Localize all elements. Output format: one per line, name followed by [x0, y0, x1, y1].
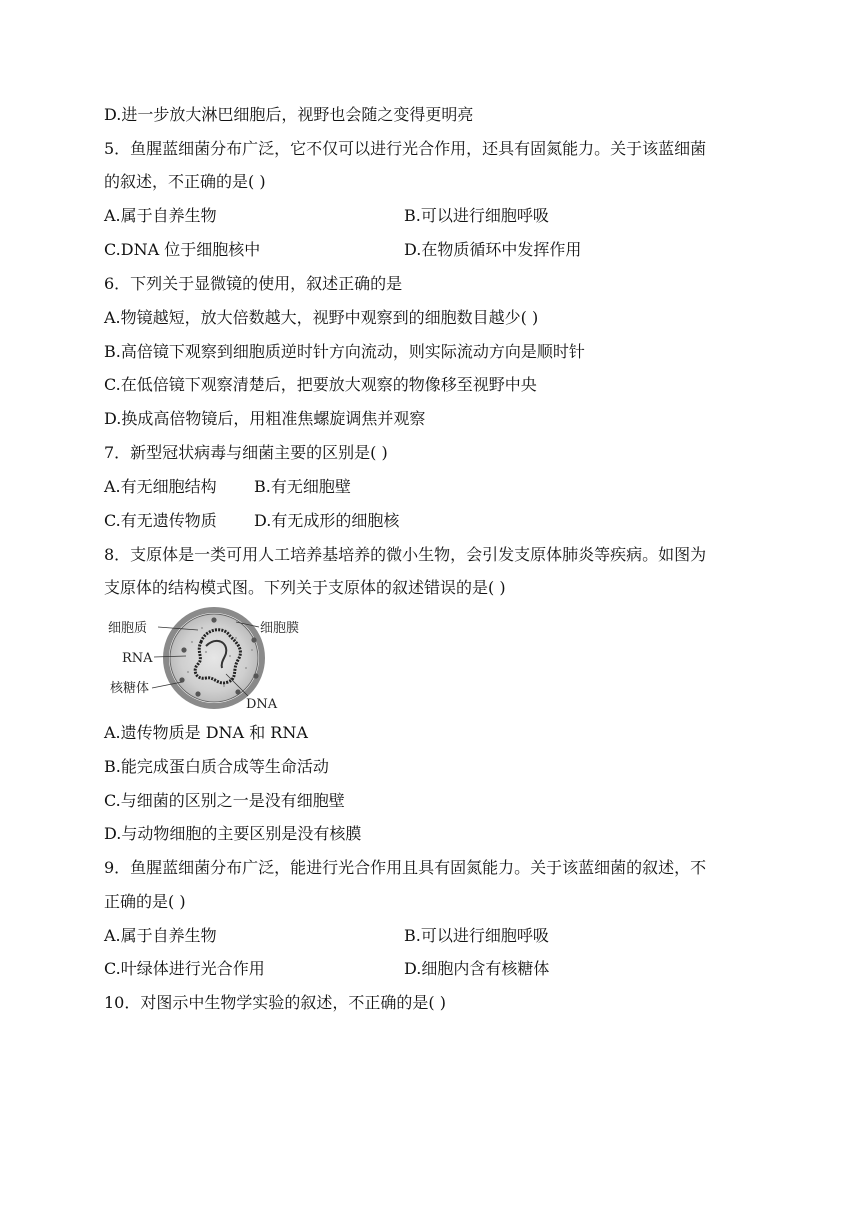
q5-option-d: D.在物质循环中发挥作用	[404, 240, 582, 259]
label-dna: DNA	[246, 697, 278, 712]
q9-option-c: C.叶绿体进行光合作用	[104, 959, 265, 978]
q7-option-b: B.有无细胞壁	[254, 477, 351, 496]
label-cell-membrane: 细胞膜	[260, 621, 300, 636]
q8-option-d: D.与动物细胞的主要区别是没有核膜	[104, 824, 362, 843]
q6-stem: 6．下列关于显微镜的使用，叙述正确的是	[104, 274, 403, 293]
q8-stem-line2: 支原体的结构模式图。下列关于支原体的叙述错误的是( )	[104, 578, 506, 597]
q8-option-c: C.与细菌的区别之一是没有细胞壁	[104, 791, 345, 810]
q6-option-d: D.换成高倍物镜后，用粗准焦螺旋调焦并观察	[104, 409, 426, 428]
q5-option-c: C.DNA 位于细胞核中	[104, 240, 261, 259]
q7-option-c: C.有无遗传物质	[104, 511, 217, 530]
q6-option-c: C.在低倍镜下观察清楚后，把要放大观察的物像移至视野中央	[104, 375, 537, 394]
q8-stem-line1: 8．支原体是一类可用人工培养基培养的微小生物，会引发支原体肺炎等疾病。如图为	[104, 545, 707, 564]
q5-option-b: B.可以进行细胞呼吸	[404, 206, 549, 225]
label-cytoplasm: 细胞质	[108, 621, 148, 636]
mycoplasma-diagram	[106, 606, 316, 714]
q5-option-a: A.属于自养生物	[104, 206, 217, 225]
q7-stem: 7．新型冠状病毒与细菌主要的区别是( )	[104, 443, 388, 462]
q8-option-a: A.遗传物质是 DNA 和 RNA	[104, 723, 308, 742]
q10-stem: 10．对图示中生物学实验的叙述，不正确的是( )	[104, 993, 446, 1012]
q9-option-a: A.属于自养生物	[104, 926, 217, 945]
q6-option-b: B.高倍镜下观察到细胞质逆时针方向流动，则实际流动方向是顺时针	[104, 342, 585, 361]
q5-stem-line2: 的叙述，不正确的是( )	[104, 172, 266, 191]
q9-option-b: B.可以进行细胞呼吸	[404, 926, 549, 945]
q9-stem-line2: 正确的是( )	[104, 892, 186, 911]
label-rna: RNA	[122, 651, 153, 666]
q9-option-d: D.细胞内含有核糖体	[404, 959, 550, 978]
q9-stem-line1: 9．鱼腥蓝细菌分布广泛，能进行光合作用且具有固氮能力。关于该蓝细菌的叙述，不	[104, 858, 707, 877]
q7-option-a: A.有无细胞结构	[104, 477, 217, 496]
q6-option-a: A.物镜越短，放大倍数越大，视野中观察到的细胞数目越少( )	[104, 308, 539, 327]
q5-stem-line1: 5．鱼腥蓝细菌分布广泛，它不仅可以进行光合作用，还具有固氮能力。关于该蓝细菌	[104, 139, 707, 158]
label-ribosome: 核糖体	[110, 681, 150, 696]
q7-option-d: D.有无成形的细胞核	[254, 511, 400, 530]
q8-option-b: B.能完成蛋白质合成等生命活动	[104, 757, 329, 776]
q4-option-d: D.进一步放大淋巴细胞后，视野也会随之变得更明亮	[104, 105, 474, 124]
